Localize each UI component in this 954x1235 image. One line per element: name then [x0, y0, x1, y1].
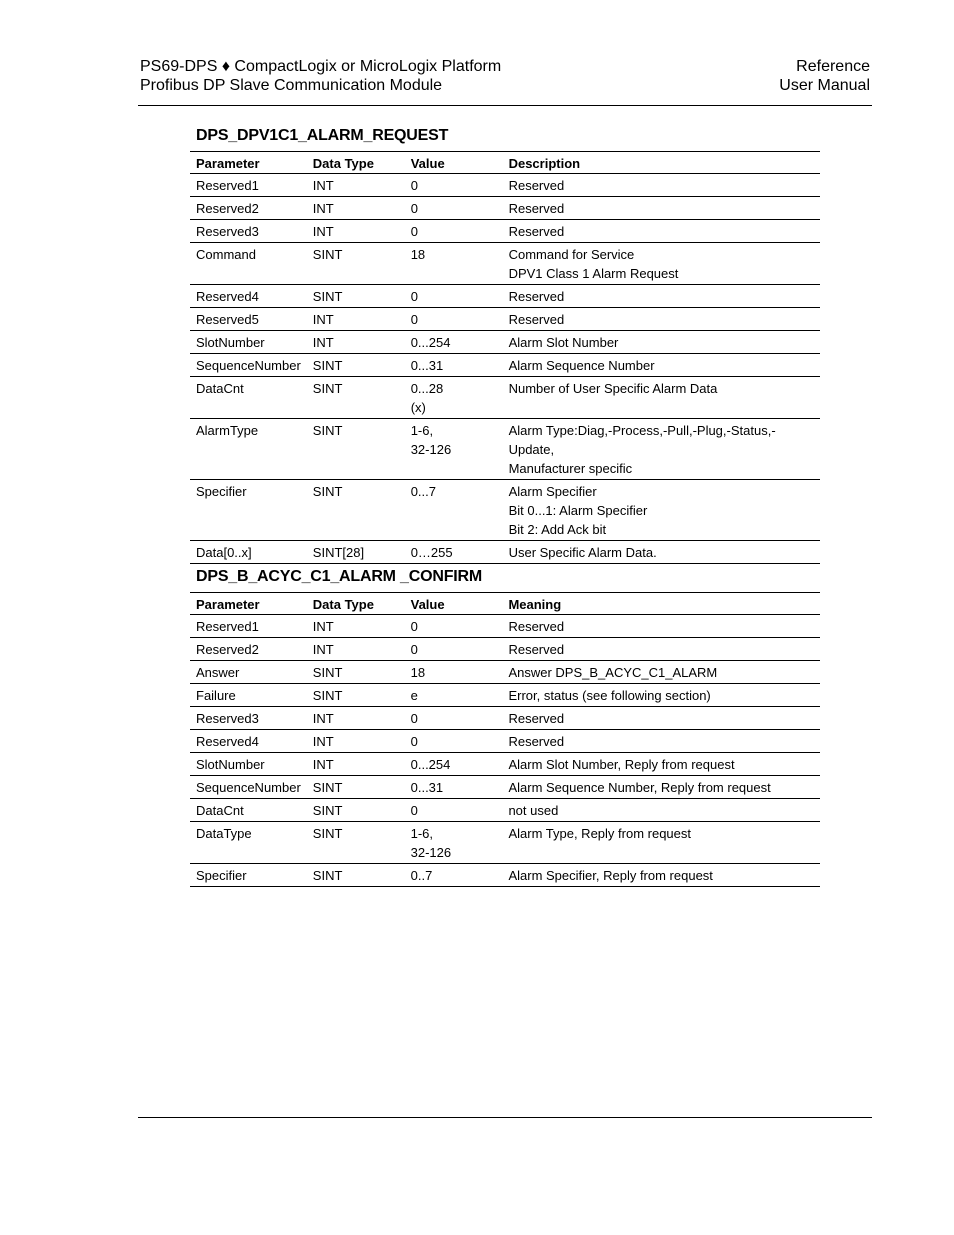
cell-description-line: Reserved: [508, 201, 565, 216]
cell-parameter: SlotNumber: [190, 753, 307, 776]
cell-value-line: 0: [410, 642, 418, 657]
cell-data-type: SINT[28]: [307, 541, 405, 564]
column-header-value: Value: [405, 152, 503, 174]
cell-description: [503, 331, 820, 354]
cell-description-line: DPV1 Class 1 Alarm Request: [508, 266, 679, 281]
cell-value-line: 0: [410, 734, 418, 749]
cell-description: [503, 197, 820, 220]
alarm-confirm-table: [190, 592, 820, 887]
table-row: [190, 822, 820, 864]
cell-data-type: SINT: [307, 776, 405, 799]
cell-description: [503, 541, 820, 564]
cell-description-line: Alarm Sequence Number, Reply from request: [508, 780, 771, 795]
cell-value: [405, 799, 503, 822]
table-row: [190, 220, 820, 243]
table-row: [190, 776, 820, 799]
cell-value-line: 0: [410, 289, 418, 304]
header-product-subtitle: Profibus DP Slave Communication Module: [140, 77, 443, 94]
cell-value: [405, 776, 503, 799]
cell-description-line: Answer DPS_B_ACYC_C1_ALARM: [508, 665, 718, 680]
table-row: [190, 638, 820, 661]
cell-data-type: INT: [307, 197, 405, 220]
cell-value: [405, 541, 503, 564]
cell-description-line: Command for Service: [508, 247, 635, 262]
cell-data-type: SINT: [307, 354, 405, 377]
column-header-parameter: Parameter: [190, 152, 307, 174]
cell-value-line: 0...28: [410, 381, 444, 396]
table-row: [190, 174, 820, 197]
cell-description: [502, 638, 820, 661]
cell-data-type: INT: [307, 174, 405, 197]
cell-value: [405, 480, 503, 541]
cell-value: [405, 377, 503, 419]
column-header-value: Value: [405, 593, 503, 615]
cell-description: [502, 730, 820, 753]
cell-data-type: SINT: [307, 243, 405, 285]
cell-description: [503, 220, 820, 243]
cell-value: [405, 354, 503, 377]
cell-data-type: INT: [307, 615, 405, 638]
cell-data-type: INT: [307, 707, 405, 730]
cell-data-type: SINT: [307, 822, 405, 864]
cell-parameter: Specifier: [190, 864, 307, 887]
cell-data-type: SINT: [307, 285, 405, 308]
cell-description-line: Bit 0...1: Alarm Specifier: [508, 503, 648, 518]
cell-description: [502, 822, 820, 864]
cell-value-line: 32-126: [410, 845, 452, 860]
cell-value: [405, 174, 503, 197]
cell-description-line: Alarm Slot Number: [508, 335, 619, 350]
column-header-meaning: Meaning: [502, 593, 820, 615]
cell-description-line: Alarm Specifier, Reply from request: [508, 868, 713, 883]
cell-value: [405, 684, 503, 707]
cell-parameter: DataType: [190, 822, 307, 864]
cell-description-line: Reserved: [508, 289, 565, 304]
cell-data-type: SINT: [307, 377, 405, 419]
cell-data-type: SINT: [307, 480, 405, 541]
cell-description-line: Alarm Specifier: [508, 484, 597, 499]
cell-value-line: 0...7: [410, 484, 436, 499]
table-row: [190, 615, 820, 638]
cell-value: [405, 243, 503, 285]
cell-description-line: Alarm Type, Reply from request: [508, 826, 692, 841]
cell-value: [405, 285, 503, 308]
cell-description-line: Number of User Specific Alarm Data: [508, 381, 718, 396]
cell-description-line: Reserved: [508, 224, 565, 239]
column-header-parameter: Parameter: [190, 593, 307, 615]
cell-data-type: SINT: [307, 799, 405, 822]
cell-description-line: Alarm Sequence Number: [508, 358, 655, 373]
cell-description: [502, 864, 820, 887]
footer-divider: [138, 1117, 872, 1118]
cell-value: [405, 331, 503, 354]
cell-value-line: 0...31: [410, 780, 444, 795]
cell-data-type: SINT: [307, 419, 405, 480]
cell-value: [405, 419, 503, 480]
table-row: [190, 331, 820, 354]
cell-description: [503, 174, 820, 197]
cell-value-line: (x): [410, 400, 426, 415]
cell-value-line: 0...254: [410, 335, 451, 350]
cell-data-type: INT: [307, 753, 405, 776]
cell-description-line: not used: [508, 803, 559, 818]
table-row: [190, 799, 820, 822]
cell-data-type: INT: [307, 730, 405, 753]
cell-parameter: Reserved1: [190, 174, 307, 197]
cell-description-line: User Specific Alarm Data.: [508, 545, 657, 560]
table-row: [190, 308, 820, 331]
cell-description: [503, 285, 820, 308]
cell-value-line: 0: [410, 619, 418, 634]
cell-description-line: Error, status (see following section): [508, 688, 711, 703]
cell-parameter: Reserved3: [190, 220, 307, 243]
table-header-row: [190, 593, 820, 615]
cell-description: [502, 684, 820, 707]
cell-parameter: Reserved3: [190, 707, 307, 730]
cell-parameter: SequenceNumber: [190, 776, 307, 799]
cell-parameter: Reserved5: [190, 308, 307, 331]
table-row: [190, 377, 820, 419]
cell-parameter: Reserved2: [190, 197, 307, 220]
cell-value-line: 1-6,: [410, 423, 434, 438]
cell-parameter: Reserved2: [190, 638, 307, 661]
cell-description: [502, 799, 820, 822]
cell-description: [503, 354, 820, 377]
cell-description-line: Reserved: [508, 711, 565, 726]
cell-parameter: DataCnt: [190, 377, 307, 419]
header-left: [140, 57, 501, 95]
cell-value-line: e: [410, 688, 418, 703]
table-header-row: [190, 152, 820, 174]
table-row: [190, 661, 820, 684]
cell-value-line: 0: [410, 224, 418, 239]
cell-parameter: Failure: [190, 684, 307, 707]
cell-data-type: INT: [307, 220, 405, 243]
cell-description: [502, 661, 820, 684]
cell-value: [405, 753, 503, 776]
cell-value-line: 32-126: [410, 442, 452, 457]
cell-value: [405, 220, 503, 243]
table-row: [190, 753, 820, 776]
cell-description: [502, 776, 820, 799]
cell-description: [502, 753, 820, 776]
cell-description-line: Reserved: [508, 734, 565, 749]
cell-description-line: Reserved: [508, 178, 565, 193]
cell-data-type: INT: [307, 308, 405, 331]
cell-value: [405, 197, 503, 220]
cell-parameter: Data[0..x]: [190, 541, 307, 564]
table-row: [190, 684, 820, 707]
cell-parameter: AlarmType: [190, 419, 307, 480]
cell-description-line: Manufacturer specific: [508, 461, 633, 476]
cell-value: [405, 615, 503, 638]
column-header-data-type: Data Type: [307, 152, 405, 174]
column-header-description: Description: [503, 152, 820, 174]
cell-description: [503, 243, 820, 285]
cell-data-type: INT: [307, 331, 405, 354]
header-doc-type: User Manual: [779, 77, 870, 94]
table-row: [190, 197, 820, 220]
cell-value: [405, 661, 503, 684]
cell-parameter: Specifier: [190, 480, 307, 541]
cell-data-type: INT: [307, 638, 405, 661]
header-section: Reference: [796, 58, 870, 75]
cell-description: [503, 480, 820, 541]
cell-description: [502, 707, 820, 730]
cell-value-line: 18: [410, 247, 426, 262]
cell-description-line: Reserved: [508, 619, 565, 634]
cell-value: [405, 864, 503, 887]
cell-value: [405, 308, 503, 331]
column-header-data-type: Data Type: [307, 593, 405, 615]
table-row: [190, 354, 820, 377]
cell-description: [503, 419, 820, 480]
table-row: [190, 707, 820, 730]
cell-parameter: Reserved1: [190, 615, 307, 638]
cell-description: [503, 377, 820, 419]
cell-value: [405, 707, 503, 730]
cell-value-line: 0: [410, 178, 418, 193]
table-row: [190, 243, 820, 285]
cell-parameter: Reserved4: [190, 285, 307, 308]
table-row: [190, 864, 820, 887]
cell-parameter: Reserved4: [190, 730, 307, 753]
cell-value-line: 0...254: [410, 757, 451, 772]
cell-description-line: Alarm Type:Diag,-Process,-Pull,-Plug,-Status,-Update,: [508, 423, 776, 457]
cell-value-line: 0...31: [410, 358, 444, 373]
cell-description-line: Reserved: [508, 312, 565, 327]
cell-parameter: DataCnt: [190, 799, 307, 822]
alarm-request-title: DPS_DPV1C1_ALARM_REQUEST: [196, 127, 449, 144]
cell-value-line: 0: [410, 803, 418, 818]
cell-value-line: 0: [410, 711, 418, 726]
cell-value: [405, 638, 503, 661]
header-divider: [138, 105, 872, 106]
cell-parameter: Answer: [190, 661, 307, 684]
cell-description-line: Bit 2: Add Ack bit: [508, 522, 607, 537]
cell-data-type: SINT: [307, 864, 405, 887]
cell-value-line: 1-6,: [410, 826, 434, 841]
header-product-title: PS69-DPS ♦ CompactLogix or MicroLogix Platform: [140, 58, 502, 75]
cell-description: [503, 308, 820, 331]
table-row: [190, 730, 820, 753]
cell-value-line: 18: [410, 665, 426, 680]
alarm-request-table: [190, 151, 820, 564]
cell-description-line: Reserved: [508, 642, 565, 657]
table-row: [190, 480, 820, 541]
cell-value: [405, 822, 503, 864]
cell-description-line: Alarm Slot Number, Reply from request: [508, 757, 735, 772]
cell-value-line: 0..7: [410, 868, 433, 883]
cell-value: [405, 730, 503, 753]
cell-value-line: 0: [410, 312, 418, 327]
table-row: [190, 541, 820, 564]
cell-data-type: SINT: [307, 661, 405, 684]
alarm-confirm-title: DPS_B_ACYC_C1_ALARM _CONFIRM: [196, 568, 483, 585]
table-row: [190, 285, 820, 308]
header-right: [779, 57, 870, 95]
cell-parameter: SequenceNumber: [190, 354, 307, 377]
cell-parameter: Command: [190, 243, 307, 285]
cell-value-line: 0…255: [410, 545, 453, 560]
cell-parameter: SlotNumber: [190, 331, 307, 354]
table-row: [190, 419, 820, 480]
cell-description: [502, 615, 820, 638]
cell-data-type: SINT: [307, 684, 405, 707]
cell-value-line: 0: [410, 201, 418, 216]
